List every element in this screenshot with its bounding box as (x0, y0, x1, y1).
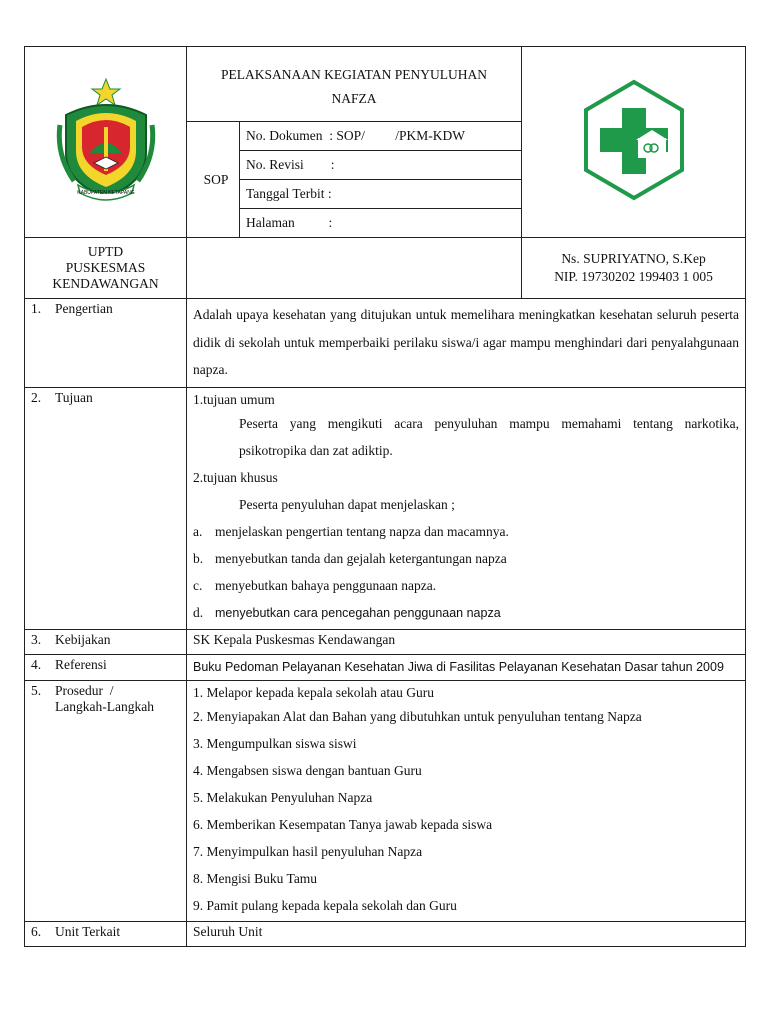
sop-document (24, 46, 745, 947)
document-title (187, 47, 522, 122)
pengertian-text: Adalah upaya kesehatan yang ditujukan untuk memelihara meningkatkan kesehatan seluruh peserta didik di sekolah untuk memperbaiki perilaku siswa/i agar mampu menghindari dari penyalahgunaan napza. (193, 307, 740, 377)
list-item: b. menyebutkan tanda dan gejalah ketergantungan napza (193, 551, 507, 566)
puskesmas-logo-icon (580, 78, 688, 202)
revision-field: No. Revisi : (240, 151, 522, 180)
tujuan-khusus-title: 2.tujuan khusus (193, 470, 278, 485)
procedure-step: 5. Melakukan Penyuluhan Napza (193, 790, 373, 805)
page-field: Halaman : (240, 209, 522, 238)
section-content-prosedur (187, 681, 746, 922)
list-item: d. menyebutkan cara pencegahan penggunaan napza (193, 605, 501, 620)
procedure-step: 1. Melapor kepada kepala sekolah atau Guru (193, 685, 435, 700)
organisation-name (25, 238, 187, 299)
referensi-text: Buku Pedoman Pelayanan Kesehatan Jiwa di Fasilitas Pelayanan Kesehatan Dasar tahun 2009 (193, 660, 724, 674)
section-content-unit (187, 922, 746, 947)
procedure-step: 3. Mengumpulkan siswa siswi (193, 736, 357, 751)
ketapang-regency-logo-icon (54, 75, 158, 205)
document-number-field: No. Dokumen : SOP/ /PKM-KDW (240, 122, 522, 151)
procedure-step: 8. Mengisi Buku Tamu (193, 871, 318, 886)
regency-logo-cell (25, 47, 187, 238)
section-label-prosedur: 5. Prosedur / Langkah-Langkah (25, 681, 187, 922)
section-label-unit: 6. Unit Terkait (25, 922, 187, 947)
section-label-referensi: 4. Referensi (25, 655, 187, 681)
logo-ribbon-text: KABUPATEN KETAPANG (76, 190, 135, 196)
issue-date-field: Tanggal Terbit : (240, 180, 522, 209)
list-item: a. menjelaskan pengertian tentang napza dan macamnya. (193, 524, 509, 539)
signer-name: Ns. SUPRIYATNO, S.Kep (561, 251, 706, 266)
section-label-tujuan: 2. Tujuan (25, 388, 187, 630)
signer-block (522, 238, 746, 299)
procedure-step: 2. Menyiapakan Alat dan Bahan yang dibutuhkan untuk penyuluhan tentang Napza (193, 709, 642, 724)
sop-table (24, 46, 746, 947)
section-content-pengertian (187, 299, 746, 388)
section-label-pengertian: 1. Pengertian (25, 299, 187, 388)
title-line-2: NAFZA (331, 91, 377, 106)
title-line-1: PELAKSANAAN KEGIATAN PENYULUHAN (221, 67, 487, 82)
tujuan-umum-text: Peserta yang mengikuti acara penyuluhan mampu memahami tentang narkotika, psikotropika dan zat adiktip. (239, 416, 740, 458)
section-label-kebijakan: 3. Kebijakan (25, 630, 187, 655)
section-content-tujuan (187, 388, 746, 630)
procedure-step: 6. Memberikan Kesempatan Tanya jawab kepada siswa (193, 817, 493, 832)
signature-blank (187, 238, 522, 299)
kebijakan-text: SK Kepala Puskesmas Kendawangan (193, 632, 396, 647)
tujuan-umum-title: 1.tujuan umum (193, 392, 275, 407)
org-line-1: UPTD (87, 244, 124, 259)
procedure-step: 9. Pamit pulang kepada kepala sekolah dan Guru (193, 898, 457, 913)
list-item: c. menyebutkan bahaya penggunaan napza. (193, 578, 437, 593)
org-line-2: PUSKESMAS (65, 260, 146, 275)
sop-label: SOP (187, 122, 240, 238)
procedure-step: 4. Mengabsen siswa dengan bantuan Guru (193, 763, 422, 778)
procedure-step: 7. Menyimpulkan hasil penyuluhan Napza (193, 844, 423, 859)
section-content-kebijakan (187, 630, 746, 655)
signer-nip: NIP. 19730202 199403 1 005 (554, 269, 713, 284)
section-content-referensi (187, 655, 746, 681)
puskesmas-logo-cell (522, 47, 746, 238)
tujuan-khusus-intro: Peserta penyuluhan dapat menjelaskan ; (239, 497, 455, 512)
org-line-3: KENDAWANGAN (52, 276, 159, 291)
unit-text: Seluruh Unit (193, 924, 263, 939)
